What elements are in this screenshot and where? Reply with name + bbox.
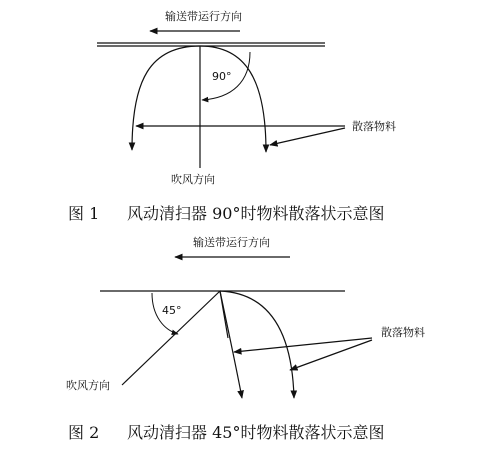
fig2-caption-number: 图 2 (68, 423, 100, 442)
fig1-conveyor-label: 输送带运行方向 (165, 10, 242, 23)
fig2-blow-label: 吹风方向 (66, 379, 110, 392)
figure-2 (66, 235, 425, 442)
fig2-material-label: 散落物料 (381, 326, 425, 339)
fig2-conveyor-label: 输送带运行方向 (193, 236, 270, 249)
fig1-caption-number: 图 1 (68, 204, 100, 223)
fig2-caption-text: 风动清扫器 45°时物料散落状示意图 (127, 423, 385, 442)
fig1-right-pointer (270, 128, 345, 145)
fig2-angle-label: 45° (162, 304, 182, 317)
fig1-material-trajectory-left (132, 46, 200, 150)
fig1-angle-label: 90° (212, 70, 232, 83)
fig1-caption-text: 风动清扫器 90°时物料散落状示意图 (127, 204, 385, 223)
fig1-material-label: 散落物料 (352, 120, 396, 133)
fig2-material-spur (220, 291, 228, 338)
figure-1 (68, 9, 396, 223)
fig1-blow-label: 吹风方向 (171, 173, 215, 186)
fig2-pointer-upper (234, 338, 372, 352)
